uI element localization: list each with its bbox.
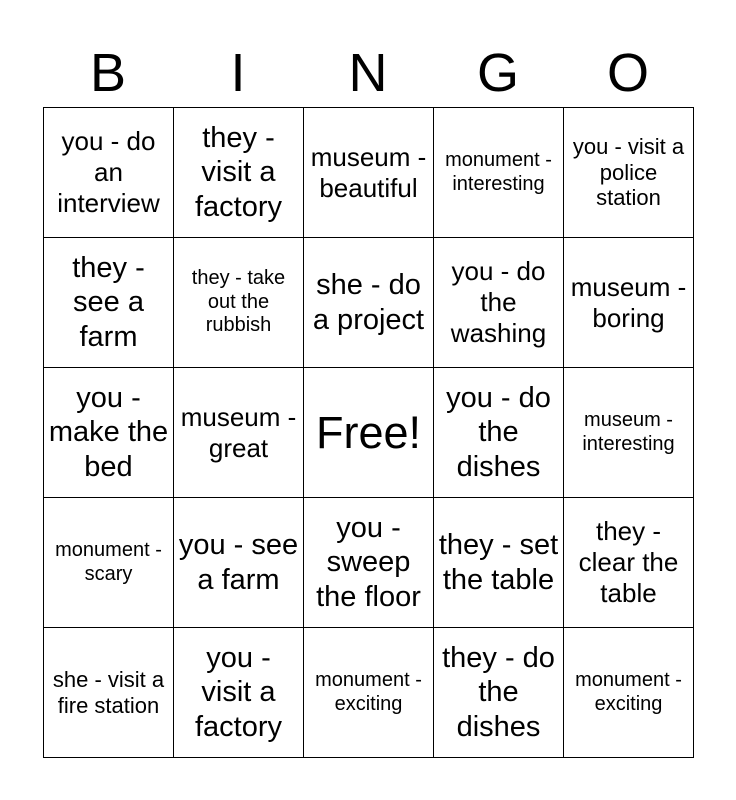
bingo-cell[interactable]: museum - great	[174, 368, 304, 498]
free-space-cell[interactable]: Free!	[304, 368, 434, 498]
bingo-cell[interactable]: they - see a farm	[44, 238, 174, 368]
bingo-cell[interactable]: you - do the washing	[434, 238, 564, 368]
bingo-cell[interactable]: you - do the dishes	[434, 368, 564, 498]
bingo-cell[interactable]: they - clear the table	[564, 498, 694, 628]
bingo-cell[interactable]: monument - exciting	[304, 628, 434, 758]
bingo-cell[interactable]: monument - exciting	[564, 628, 694, 758]
header-letter-i: I	[230, 43, 246, 103]
bingo-cell[interactable]: they - visit a factory	[174, 108, 304, 238]
header-letter-g: G	[476, 43, 519, 103]
bingo-cell[interactable]: you - visit a police station	[564, 108, 694, 238]
header-letter-n: N	[348, 43, 388, 103]
bingo-cell[interactable]: museum - boring	[564, 238, 694, 368]
bingo-cell[interactable]: you - do an interview	[44, 108, 174, 238]
bingo-cell[interactable]: museum - beautiful	[304, 108, 434, 238]
bingo-cell[interactable]: they - do the dishes	[434, 628, 564, 758]
bingo-cell[interactable]: she - visit a fire station	[44, 628, 174, 758]
bingo-board	[43, 107, 694, 758]
bingo-cell[interactable]: monument - interesting	[434, 108, 564, 238]
bingo-cell[interactable]: museum - interesting	[564, 368, 694, 498]
header-letter-b: B	[89, 43, 127, 103]
bingo-header	[43, 42, 693, 104]
bingo-cell[interactable]: you - see a farm	[174, 498, 304, 628]
header-letter-o: O	[606, 43, 649, 103]
bingo-cell[interactable]: you - visit a factory	[174, 628, 304, 758]
bingo-cell[interactable]: they - take out the rubbish	[174, 238, 304, 368]
bingo-cell[interactable]: you - make the bed	[44, 368, 174, 498]
bingo-cell[interactable]: she - do a project	[304, 238, 434, 368]
bingo-cell[interactable]: they - set the table	[434, 498, 564, 628]
bingo-cell[interactable]: monument - scary	[44, 498, 174, 628]
bingo-cell[interactable]: you - sweep the floor	[304, 498, 434, 628]
